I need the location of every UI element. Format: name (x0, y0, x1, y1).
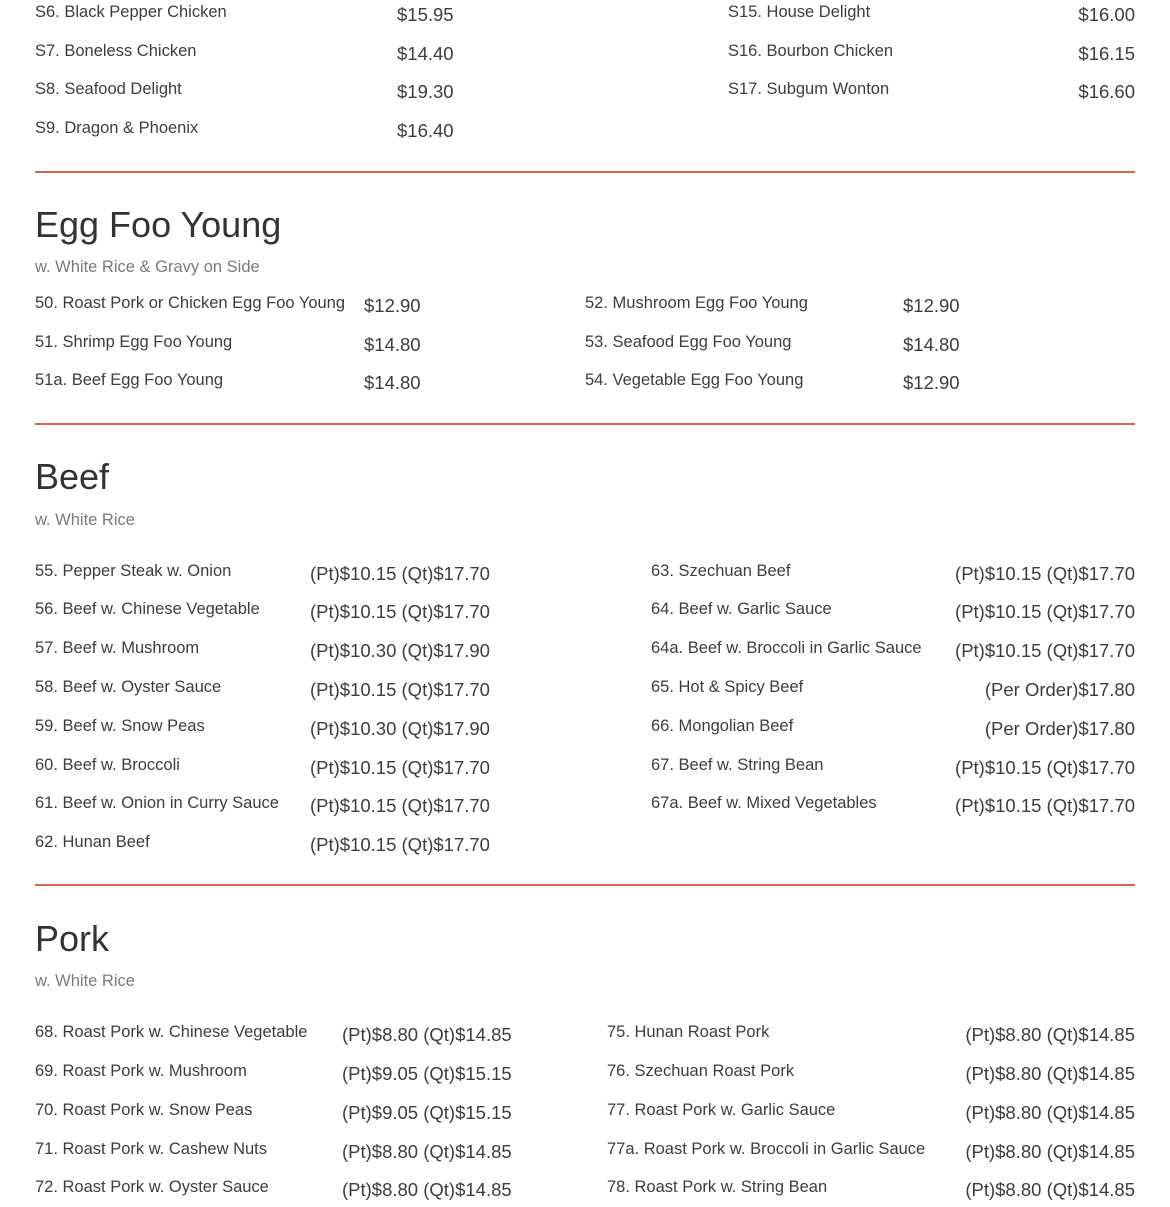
menu-item-name[interactable]: 51. Shrimp Egg Foo Young (35, 333, 233, 351)
section-subtitle: w. White Rice & Gravy on Side (35, 258, 260, 276)
section-title: Beef (35, 456, 110, 497)
menu-item-name[interactable]: 55. Pepper Steak w. Onion (35, 562, 232, 580)
menu-item-price: $14.40 (397, 43, 454, 64)
menu-item-price: (Pt)$10.15 (Qt)$17.70 (310, 834, 490, 855)
menu-item-price: $14.80 (364, 334, 421, 355)
menu-item-name[interactable]: 77a. Roast Pork w. Broccoli in Garlic Sauce (607, 1140, 926, 1158)
menu-item-price: (Pt)$8.80 (Qt)$14.85 (965, 1141, 1135, 1162)
menu-item-name[interactable]: 76. Szechuan Roast Pork (607, 1062, 795, 1080)
menu-item-price: (Pt)$10.15 (Qt)$17.70 (955, 601, 1135, 622)
menu-item-name[interactable]: 66. Mongolian Beef (651, 717, 794, 735)
menu-item-name[interactable]: 67. Beef w. String Bean (651, 756, 824, 774)
menu-item-name[interactable]: 50. Roast Pork or Chicken Egg Foo Young (35, 294, 346, 312)
section-divider (35, 423, 1135, 425)
menu-item-name[interactable]: 52. Mushroom Egg Foo Young (585, 294, 808, 312)
menu-item-price: $12.90 (903, 372, 960, 393)
menu-item-price: $16.60 (1078, 81, 1135, 102)
menu-item-name[interactable]: S15. House Delight (728, 3, 871, 21)
menu-item-price: (Pt)$10.15 (Qt)$17.70 (310, 757, 490, 778)
menu-item-price: $16.15 (1078, 43, 1135, 64)
section-subtitle: w. White Rice (35, 511, 135, 529)
menu-item-name[interactable]: 71. Roast Pork w. Cashew Nuts (35, 1140, 268, 1158)
menu-item-name[interactable]: 77. Roast Pork w. Garlic Sauce (607, 1101, 836, 1119)
menu-item-name[interactable]: 61. Beef w. Onion in Curry Sauce (35, 794, 279, 812)
menu-item-price: (Per Order)$17.80 (984, 718, 1135, 739)
menu-item-price: $14.80 (364, 372, 421, 393)
menu-item-name[interactable]: S17. Subgum Wonton (728, 80, 890, 98)
menu-item-name[interactable]: 53. Seafood Egg Foo Young (585, 333, 792, 351)
menu-item-price: (Pt)$10.30 (Qt)$17.90 (310, 718, 490, 739)
menu-item-name[interactable]: 78. Roast Pork w. String Bean (607, 1178, 828, 1196)
menu-item-name[interactable]: 51a. Beef Egg Foo Young (35, 371, 224, 389)
menu-item-price: (Pt)$9.05 (Qt)$15.15 (342, 1063, 512, 1084)
menu-item-name[interactable]: 58. Beef w. Oyster Sauce (35, 678, 222, 696)
section-subtitle: w. White Rice (35, 972, 135, 990)
menu-item-price: (Pt)$10.15 (Qt)$17.70 (955, 640, 1135, 661)
menu-item-price: (Pt)$10.15 (Qt)$17.70 (955, 563, 1135, 584)
section-divider (35, 171, 1135, 173)
section-divider (35, 884, 1135, 886)
menu-item-name[interactable]: 69. Roast Pork w. Mushroom (35, 1062, 247, 1080)
menu-item-price: (Pt)$8.80 (Qt)$14.85 (342, 1179, 512, 1200)
section-title: Egg Foo Young (35, 204, 282, 245)
menu-item-price: (Pt)$8.80 (Qt)$14.85 (965, 1063, 1135, 1084)
menu-item-price: $12.90 (364, 295, 421, 316)
menu-item-name[interactable]: 64. Beef w. Garlic Sauce (651, 600, 832, 618)
section-title: Pork (35, 918, 110, 959)
menu-item-name[interactable]: 63. Szechuan Beef (651, 562, 791, 580)
menu-item-name[interactable]: 72. Roast Pork w. Oyster Sauce (35, 1178, 269, 1196)
menu-item-price: (Pt)$10.15 (Qt)$17.70 (310, 601, 490, 622)
menu-item-price: (Pt)$8.80 (Qt)$14.85 (965, 1102, 1135, 1123)
menu-item-price: (Pt)$9.05 (Qt)$15.15 (342, 1102, 512, 1123)
menu-item-price: (Pt)$10.15 (Qt)$17.70 (955, 795, 1135, 816)
menu-item-name[interactable]: 57. Beef w. Mushroom (35, 639, 200, 657)
menu-item-price: (Pt)$10.15 (Qt)$17.70 (310, 563, 490, 584)
menu-item-price: $16.40 (397, 120, 454, 141)
menu-item-price: (Pt)$8.80 (Qt)$14.85 (965, 1024, 1135, 1045)
menu-item-name[interactable]: S8. Seafood Delight (35, 80, 182, 98)
menu-item-price: $15.95 (397, 4, 454, 25)
menu-item-price: $16.00 (1078, 4, 1135, 25)
menu-item-name[interactable]: 65. Hot & Spicy Beef (651, 678, 804, 696)
menu-item-name[interactable]: 54. Vegetable Egg Foo Young (585, 371, 804, 389)
menu-item-price: $12.90 (903, 295, 960, 316)
menu-item-price: (Per Order)$17.80 (984, 679, 1135, 700)
menu-item-price: (Pt)$10.15 (Qt)$17.70 (310, 679, 490, 700)
menu-item-name[interactable]: 64a. Beef w. Broccoli in Garlic Sauce (651, 639, 922, 657)
menu-item-name[interactable]: 68. Roast Pork w. Chinese Vegetable (35, 1023, 308, 1041)
menu-item-price: $19.30 (397, 81, 454, 102)
menu-item-name[interactable]: S6. Black Pepper Chicken (35, 3, 227, 21)
menu-item-price: (Pt)$8.80 (Qt)$14.85 (965, 1179, 1135, 1200)
menu-item-price: (Pt)$10.15 (Qt)$17.70 (955, 757, 1135, 778)
menu-item-price: (Pt)$10.15 (Qt)$17.70 (310, 795, 490, 816)
menu-item-price: (Pt)$8.80 (Qt)$14.85 (342, 1141, 512, 1162)
menu-item-price: $14.80 (903, 334, 960, 355)
menu-item-price: (Pt)$8.80 (Qt)$14.85 (342, 1024, 512, 1045)
menu-item-name[interactable]: 75. Hunan Roast Pork (607, 1023, 770, 1041)
menu-item-name[interactable]: S16. Bourbon Chicken (728, 42, 894, 60)
menu-item-name[interactable]: 67a. Beef w. Mixed Vegetables (651, 794, 877, 812)
menu-item-name[interactable]: 56. Beef w. Chinese Vegetable (35, 600, 260, 618)
menu-item-name[interactable]: 59. Beef w. Snow Peas (35, 717, 205, 735)
menu-item-name[interactable]: 60. Beef w. Broccoli (35, 756, 180, 774)
menu-item-name[interactable]: S9. Dragon & Phoenix (35, 119, 199, 137)
menu-item-name[interactable]: 70. Roast Pork w. Snow Peas (35, 1101, 253, 1119)
menu-item-price: (Pt)$10.30 (Qt)$17.90 (310, 640, 490, 661)
menu-item-name[interactable]: 62. Hunan Beef (35, 833, 150, 851)
menu-item-name[interactable]: S7. Boneless Chicken (35, 42, 197, 60)
